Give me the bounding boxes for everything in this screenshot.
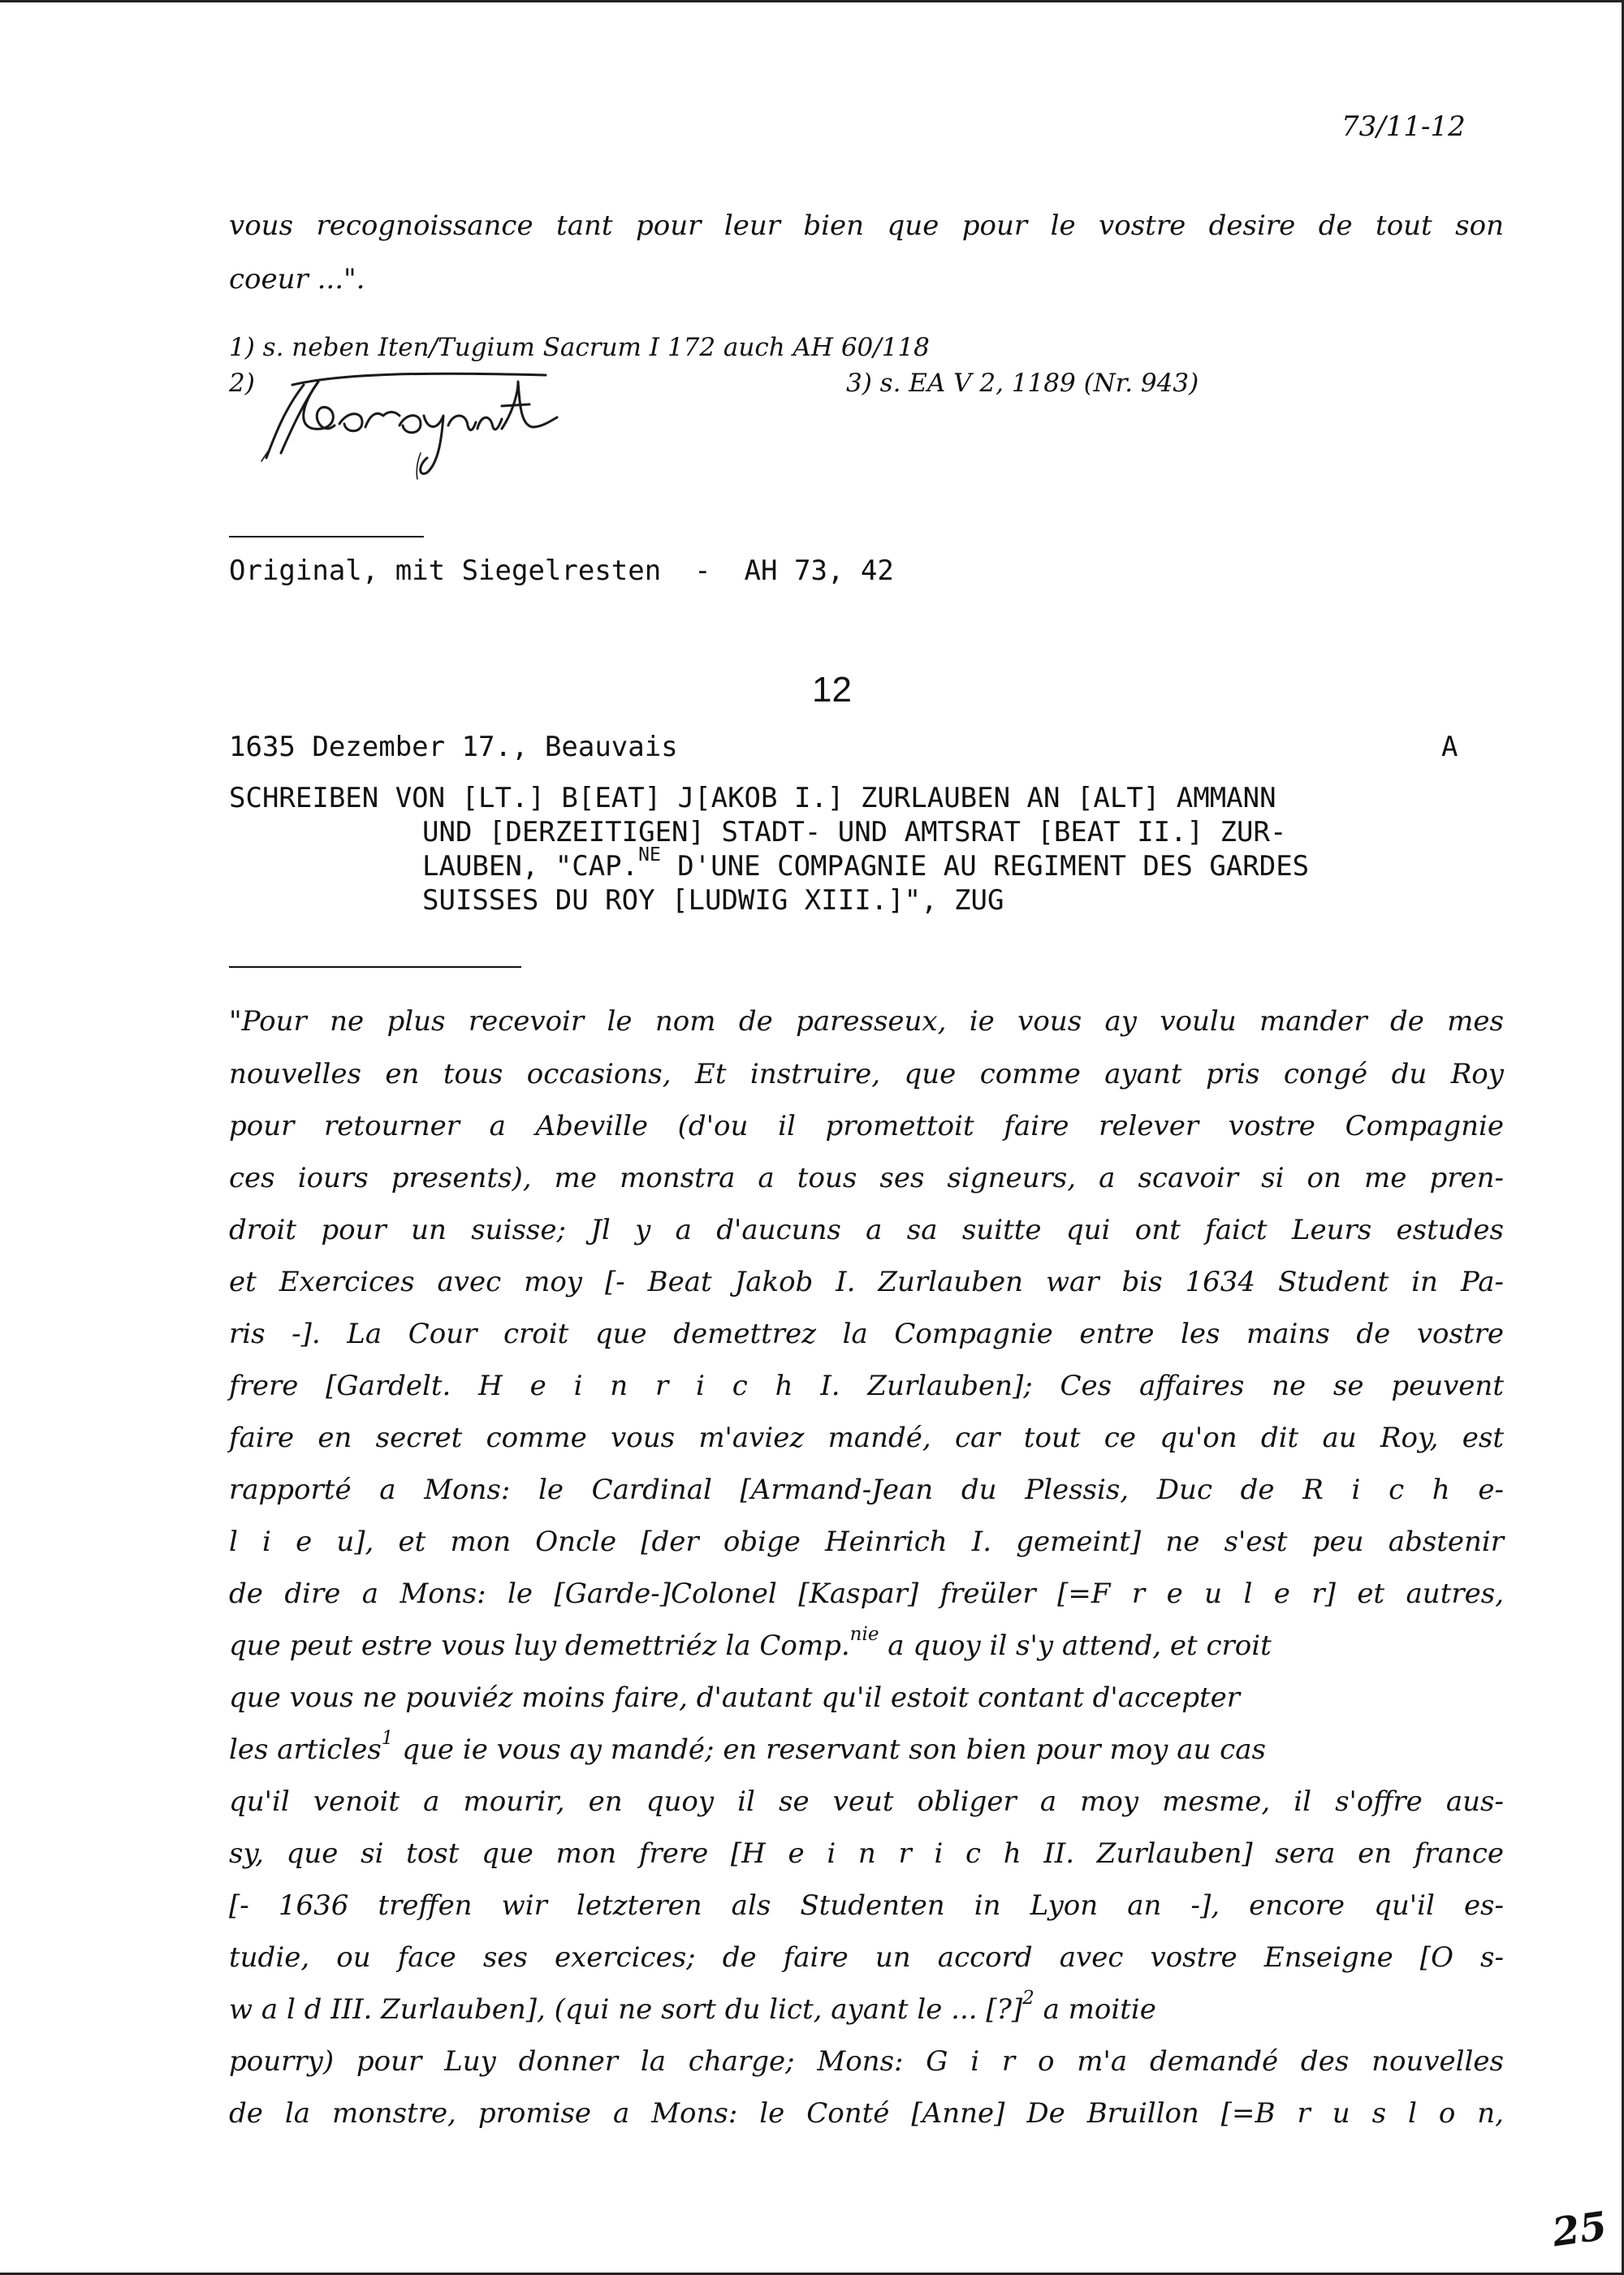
body-line-15-b: que ie vous ay mandé; en reservant son bien pour moy au cas [393,1733,1266,1766]
body-line-20-b: a moitie [1034,1993,1156,2026]
continuation-line-1: vous recognoissance tant pour leur bien que pour le vostre desire de tout son [229,209,1504,242]
separator-rule-1 [229,536,424,537]
page-border-top [0,0,1624,2]
regest-line-4: SUISSES DU ROY [LUDWIG XIII.]", ZUG [422,884,1004,917]
body-line-03: pour retourner a Abeville (d'ou il promettoit faire relever vostre Compagnie [229,1110,1504,1142]
footnote-2-label: 2) [229,369,255,398]
regest-line-3-b: D'UNE COMPAGNIE AU REGIMENT DES GARDES [660,850,1310,883]
body-line-20-a: w a l d III. Zurlauben], (qui ne sort du lict, ayant le ... [?] [229,1993,1023,2026]
body-line-08: frere [Gardelt. H e i n r i c h I. Zurlauben]; Ces affaires ne se peuvent [229,1370,1504,1402]
body-line-05: droit pour un suisse; Jl y a d'aucuns a sa suitte qui ont faict Leurs estudes [229,1214,1504,1246]
body-footnote-ref-2: 2 [1022,1988,1034,2009]
body-line-15 [229,1728,1266,1769]
body-line-19: tudie, ou face ses exercices; de faire un accord avec vostre Enseigne [O s- [229,1941,1504,1974]
body-line-11: l i e u], et mon Oncle [der obige Heinrich I. gemeint] ne s'est peu abstenir [229,1526,1504,1558]
footnote-1: 1) s. neben Iten/Tugium Sacrum I 172 auch AH 60/118 [229,333,930,362]
body-line-10: rapporté a Mons: le Cardinal [Armand-Jean du Plessis, Duc de R i c h e- [229,1474,1504,1506]
regest-line-3 [422,844,1310,883]
document-number: 12 [812,670,852,710]
body-line-16: qu'il venoit a mourir, en quoy il se veut obliger a moy mesme, il s'offre aus- [229,1785,1504,1818]
body-line-09: faire en secret comme vous m'aviez mandé, car tout ce qu'on dit au Roy, est [229,1422,1504,1454]
footnote-3: 3) s. EA V 2, 1189 (Nr. 943) [846,369,1199,398]
body-superscript-nie: nie [849,1624,879,1645]
body-line-07: ris -]. La Cour croit que demettrez la Compagnie entre les mains de vostre [229,1318,1504,1350]
separator-rule-2 [229,966,521,968]
regest-line-3-a: LAUBEN, "CAP. [422,850,639,883]
body-line-18: [- 1636 treffen wir letzteren als Studenten in Lyon an -], encore qu'il es- [229,1889,1504,1922]
body-line-20 [229,1988,1156,2029]
body-line-02: nouvelles en tous occasions, Et instruire, que comme ayant pris congé du Roy [229,1058,1504,1090]
regest-line-1: SCHREIBEN VON [LT.] B[EAT] J[AKOB I.] ZURLAUBEN AN [ALT] AMMANN [229,782,1276,814]
body-line-13-a: que peut estre vous luy demettriéz la Comp. [229,1630,850,1662]
regest-line-2: UND [DERZEITIGEN] STADT- UND AMTSRAT [BEAT II.] ZUR- [422,816,1287,848]
body-line-06: et Exercices avec moy [- Beat Jakob I. Zurlauben war bis 1634 Student in Pa- [229,1266,1504,1298]
body-line-13-b: a quoy il s'y attend, et croit [879,1630,1272,1662]
body-line-15-a: les articles [229,1733,382,1766]
regest-superscript: NE [638,844,661,866]
page-reference: 73/11-12 [1341,110,1466,143]
dateline-marker: A [1441,731,1458,763]
dateline: 1635 Dezember 17., Beauvais [229,731,678,763]
body-line-14: que vous ne pouviéz moins faire, d'autant qu'il estoit contant d'accepter [229,1681,1241,1714]
body-line-21: pourry) pour Luy donner la charge; Mons: G i r o m'a demandé des nouvelles [229,2045,1504,2078]
body-footnote-ref-1: 1 [381,1728,394,1749]
folio-number: 25 [1549,2203,1610,2256]
body-line-04: ces iours presents), me monstra a tous ses signeurs, a scavoir si on me pren- [229,1162,1504,1194]
body-line-22: de la monstre, promise a Mons: le Conté [Anne] De Bruillon [=B r u s l o n, [229,2097,1504,2130]
continuation-line-2: coeur ...". [229,263,365,296]
body-line-12: de dire a Mons: le [Garde-]Colonel [Kaspar] freüler [=F r e u l e r] et autres, [229,1578,1504,1610]
signature-image [244,357,585,487]
body-line-13 [229,1624,1272,1665]
source-line: Original, mit Siegelresten - AH 73, 42 [229,555,894,587]
body-line-17: sy, que si tost que mon frere [H e i n r i c h II. Zurlauben] sera en france [229,1837,1504,1870]
body-line-01: "Pour ne plus recevoir le nom de paresseux, ie vous ay voulu mander de mes [229,1005,1504,1038]
